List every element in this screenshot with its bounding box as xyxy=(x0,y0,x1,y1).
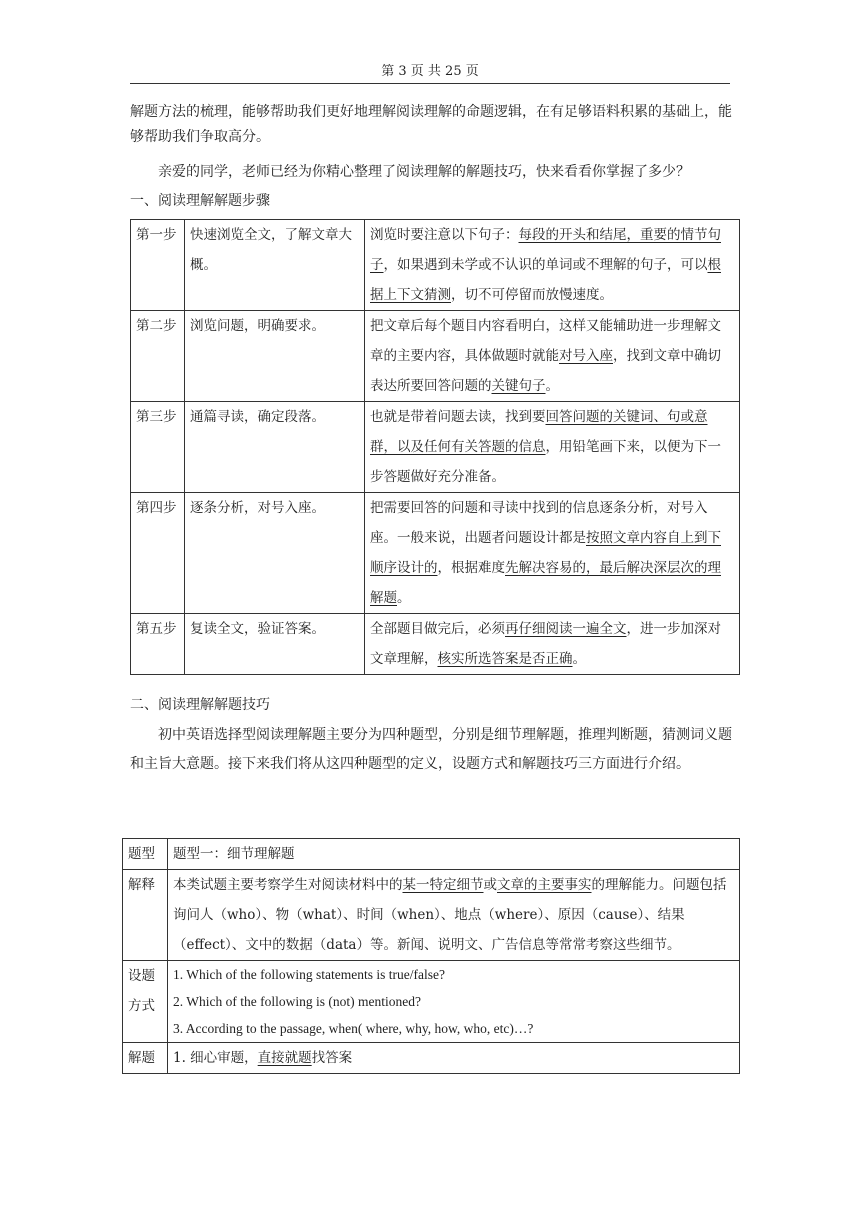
step-action: 复读全文，验证答案。 xyxy=(185,614,365,675)
step-detail xyxy=(365,614,740,675)
step-action: 浏览问题，明确要求。 xyxy=(185,311,365,402)
step-number: 第二步 xyxy=(131,311,185,402)
type-row xyxy=(123,839,740,870)
text-segment: ，进一步加深对文章理解， xyxy=(370,621,721,667)
section-title-steps: 一、阅读理解解题步骤 xyxy=(130,193,270,209)
text-segment: 或 xyxy=(483,877,497,893)
explanation-row xyxy=(123,870,740,961)
step-detail xyxy=(365,220,740,311)
row-detail xyxy=(168,1043,740,1074)
step-action: 通篇寻读，确定段落。 xyxy=(185,402,365,493)
text-segment: 。 xyxy=(397,590,411,606)
underlined-text: 对号入座 xyxy=(559,348,613,364)
question-forms-row xyxy=(123,961,740,1043)
text-segment: 把需要回答的问题和寻读中找到的信息逐条分析，对号入座。一般来说，出题者问题设计都是 xyxy=(370,500,708,546)
row-lines xyxy=(168,961,740,1043)
text-segment: 全部题目做完后，必须 xyxy=(370,621,505,637)
text-segment: ，根据难度 xyxy=(437,560,505,576)
intro-paragraph-1: 解题方法的梳理，能够帮助我们更好地理解阅读理解的命题逻辑，在有足够语料积累的基础上，能够帮助我们争取高分。 xyxy=(130,104,732,145)
underlined-text: 某一特定细节 xyxy=(402,877,484,893)
underlined-text: 直接就题 xyxy=(257,1050,312,1066)
underlined-text: 核实所选答案是否正确 xyxy=(437,651,573,667)
text-segment: 。 xyxy=(572,651,586,667)
text-segment: 把文章后每个题目内容看明白，这样又能辅助进一步理解文章的主要内容，具体做题时就能 xyxy=(370,318,721,364)
underlined-text: 根据上下文猜测 xyxy=(370,257,721,303)
section2-intro: 初中英语选择型阅读理解题主要分为四种题型，分别是细节理解题，推理判断题，猜测词义题和主旨大意题。接下来我们将从这四种题型的定义，设题方式和解题技巧三方面进行介绍。 xyxy=(130,727,732,772)
question-form-line: 2. Which of the following is (not) mentioned? xyxy=(173,994,421,1009)
text-segment: ，如果遇到未学或不认识的单词或不理解的句子，可以 xyxy=(383,257,708,273)
row-label: 解释 xyxy=(123,870,168,961)
step-row xyxy=(131,311,740,402)
solution-row xyxy=(123,1043,740,1074)
text-segment: 本类试题主要考察学生对阅读材料中的 xyxy=(173,877,403,893)
underlined-text: 按照文章内容自上到下顺序设计的 xyxy=(370,530,721,576)
step-row xyxy=(131,220,740,311)
text-segment: ，用铅笔画下来，以便为下一步答题做好充分准备。 xyxy=(370,439,721,485)
step-detail xyxy=(365,402,740,493)
underlined-text: 每段的开头和结尾，重要的情节句子 xyxy=(370,227,721,273)
text-segment: 的理解能力。问题包括询问人（who）、物（what）、时间（when）、地点（where）、原因（cause）、结果（effect）、文中的数据（data）等。新闻、说明文、广告信息等常常考察这些细节。 xyxy=(173,877,727,953)
underlined-text: 回答问题的关键词、句或意群，以及任何有关答题的信息 xyxy=(370,409,708,455)
step-row xyxy=(131,493,740,614)
step-detail xyxy=(365,493,740,614)
underlined-text: 文章的主要事实 xyxy=(497,877,592,893)
text-segment: ，切不可停留而放慢速度。 xyxy=(451,287,613,303)
underlined-text: 再仔细阅读一遍全文 xyxy=(505,621,627,637)
step-action: 快速浏览全文，了解文章大概。 xyxy=(185,220,365,311)
page-header xyxy=(130,60,730,84)
step-detail xyxy=(365,311,740,402)
text-segment: 浏览时要注意以下句子： xyxy=(370,227,519,243)
underlined-text: 关键句子 xyxy=(491,378,546,394)
underlined-text: 先解决容易的，最后解决深层次的理解题 xyxy=(370,560,721,606)
question-type-table xyxy=(122,838,740,1074)
section-title-techniques: 二、阅读理解解题技巧 xyxy=(130,697,270,713)
text-segment: 。 xyxy=(545,378,559,394)
text-segment: 找答案 xyxy=(311,1050,353,1066)
step-number: 第五步 xyxy=(131,614,185,675)
step-action: 逐条分析，对号入座。 xyxy=(185,493,365,614)
step-number: 第四步 xyxy=(131,493,185,614)
step-row xyxy=(131,402,740,493)
text-segment: 也就是带着问题去读，找到要 xyxy=(370,409,546,425)
steps-table xyxy=(130,219,740,675)
row-detail xyxy=(168,870,740,961)
row-label: 题型 xyxy=(123,839,168,870)
text-segment: 1. 细心审题， xyxy=(173,1050,258,1066)
intro-paragraph-2: 亲爱的同学，老师已经为你精心整理了阅读理解的解题技巧，快来看看你掌握了多少？ xyxy=(158,164,690,180)
step-row xyxy=(131,614,740,675)
row-value: 题型一：细节理解题 xyxy=(168,839,740,870)
question-form-line: 3. According to the passage, when( where, why, how, who, etc)…? xyxy=(173,1021,534,1036)
question-form-line: 1. Which of the following statements is true/false? xyxy=(173,967,445,982)
step-number: 第三步 xyxy=(131,402,185,493)
row-label: 解题 xyxy=(123,1043,168,1074)
page-number: 第 3 页 共 25 页 xyxy=(381,64,479,79)
row-label: 设题方式 xyxy=(123,961,168,1043)
text-segment: ，找到文章中确切表达所要回答问题的 xyxy=(370,348,721,394)
step-number: 第一步 xyxy=(131,220,185,311)
